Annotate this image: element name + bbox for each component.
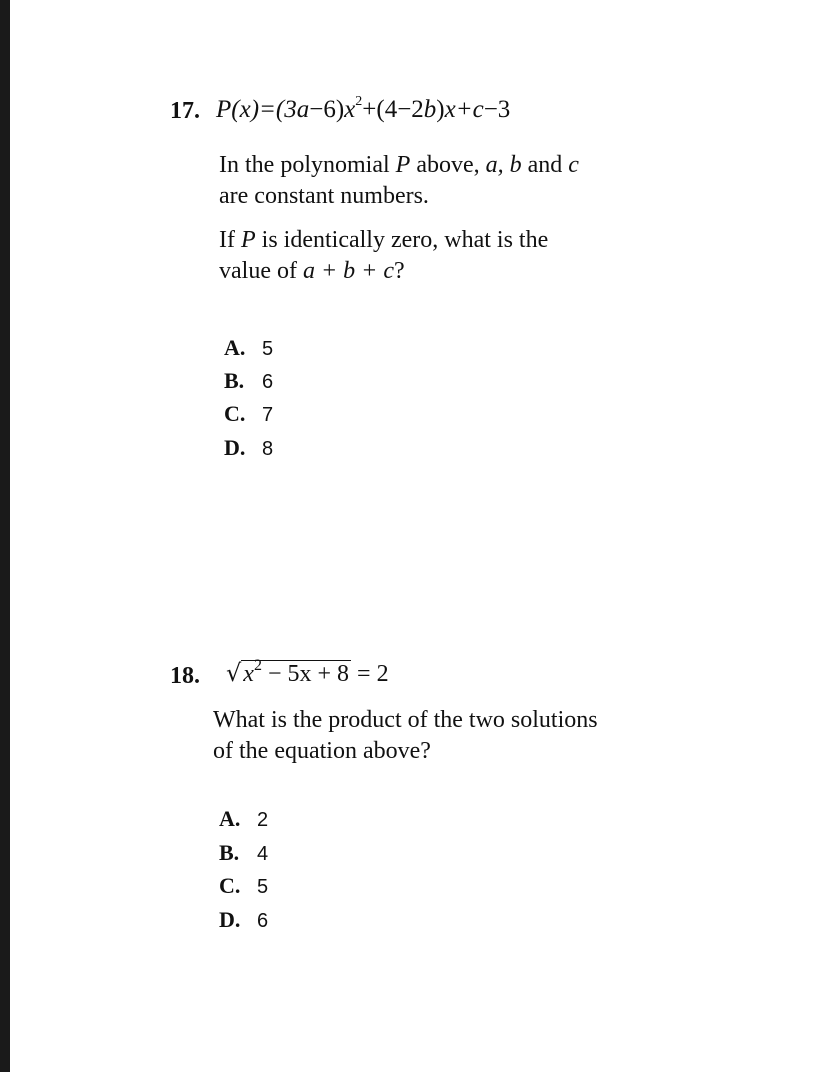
text: If <box>219 227 241 253</box>
formula-part: +(4−2 <box>362 96 424 123</box>
prompt-line: of the equation above? <box>213 738 431 764</box>
question-number: 18. <box>170 663 200 689</box>
eq-part: − 5x + 8 <box>261 661 350 687</box>
text: are constant numbers. <box>219 183 429 209</box>
polynomial-formula <box>216 96 510 124</box>
left-edge-bar <box>0 0 10 1072</box>
text: value of <box>219 258 303 284</box>
choice-value: 8 <box>262 438 274 460</box>
eq-rhs: = 2 <box>351 661 389 687</box>
question-17-intro <box>219 150 639 212</box>
answer-choice-c[interactable] <box>219 873 268 899</box>
text: is identically zero, what is the <box>255 227 549 253</box>
formula-part: ) <box>436 96 445 123</box>
var-c: c <box>568 152 579 178</box>
choice-letter: B. <box>224 368 245 393</box>
formula-part: P(x)=(3 <box>216 96 297 123</box>
choice-letter: A. <box>219 806 241 831</box>
formula-var-b: b <box>423 96 437 123</box>
formula-var-a: a <box>296 96 310 123</box>
answer-choice-b[interactable] <box>219 840 268 866</box>
choice-value: 2 <box>257 809 269 831</box>
answer-choice-d[interactable] <box>219 907 268 933</box>
var-sum: a + b + c <box>302 258 395 284</box>
answer-choice-d[interactable] <box>224 435 273 461</box>
radical-equation <box>226 659 389 688</box>
choice-value: 5 <box>257 876 269 898</box>
var-P: P <box>240 227 256 253</box>
radical-sign: √ <box>226 659 242 687</box>
text: In the polynomial <box>219 152 396 178</box>
choice-letter: D. <box>224 435 246 460</box>
prompt-line: What is the product of the two solutions <box>213 707 598 733</box>
var-P: P <box>395 152 411 178</box>
question-number: 17. <box>170 98 200 124</box>
prompt-line <box>219 225 629 256</box>
text: above, <box>410 152 486 178</box>
radicand <box>241 657 351 687</box>
choice-letter: B. <box>219 840 240 865</box>
choice-letter: C. <box>219 873 241 898</box>
answer-choice-a[interactable] <box>224 335 273 361</box>
answer-choice-b[interactable] <box>224 368 273 394</box>
choice-value: 4 <box>257 843 269 865</box>
question-18-prompt <box>213 705 643 767</box>
choice-value: 6 <box>257 910 269 932</box>
var-ab: a, b <box>485 152 522 178</box>
square-root <box>226 659 351 688</box>
answer-choice-c[interactable] <box>224 401 273 427</box>
eq-var-x: x <box>243 661 254 687</box>
formula-exponent: 2 <box>355 94 363 109</box>
formula-var-x: x <box>344 96 356 123</box>
text: ? <box>394 258 405 284</box>
text: and <box>521 152 569 178</box>
answer-choice-a[interactable] <box>219 806 268 832</box>
choice-value: 7 <box>262 404 274 426</box>
eq-exponent: 2 <box>253 657 262 674</box>
choice-letter: A. <box>224 335 246 360</box>
choice-letter: D. <box>219 907 241 932</box>
choice-letter: C. <box>224 401 246 426</box>
formula-part: −3 <box>483 96 511 123</box>
choice-value: 6 <box>262 371 274 393</box>
prompt-line <box>219 256 629 287</box>
formula-var-xc: x+c <box>444 96 484 123</box>
question-17-prompt <box>219 225 629 287</box>
formula-part: −6) <box>309 96 345 123</box>
choice-value: 5 <box>262 338 274 360</box>
